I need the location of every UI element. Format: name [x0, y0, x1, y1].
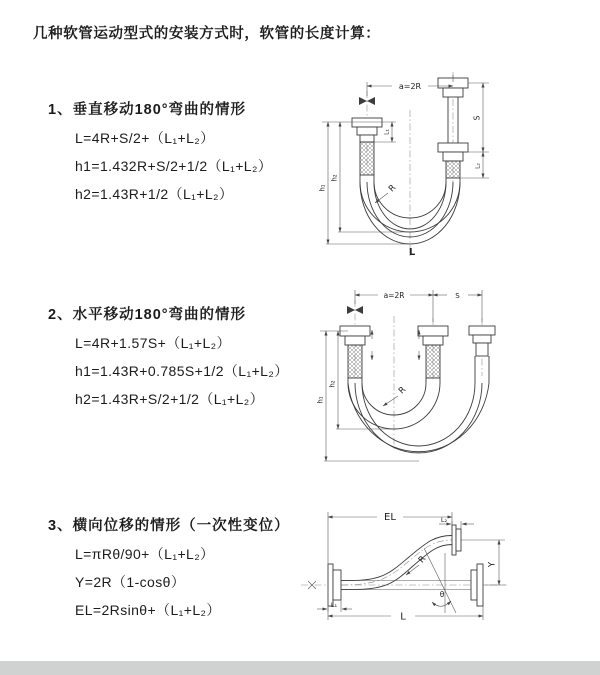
- dim-label-y: Y: [487, 561, 498, 568]
- valve-symbol-icon: [347, 306, 363, 314]
- upper-flange: [452, 525, 461, 555]
- dim-label-l2: L₂: [474, 163, 482, 169]
- formula-line: EL=2Rsinθ+（L₁+L₂）: [75, 602, 221, 618]
- formula-line: Y=2R（1-cosθ）: [75, 574, 186, 590]
- radius-label: R: [386, 182, 399, 195]
- left-end-fitting: [340, 326, 370, 378]
- moved-position-fitting: [469, 326, 495, 356]
- formula-line: h1=1.43R+0.785S+1/2（L₁+L₂）: [75, 363, 289, 379]
- left-end-fitting: [352, 118, 382, 175]
- diagram-lateral-displacement: [293, 498, 600, 645]
- radius-callout: [375, 183, 398, 203]
- dim-label-a2r: a=2R: [398, 82, 422, 91]
- formula-line: L=πRθ/90+（L₁+L₂）: [75, 546, 215, 562]
- section-3-heading: 3、横向位移的情形（一次性变位）: [48, 518, 290, 534]
- formula-line: h2=1.43R+S/2+1/2（L₁+L₂）: [75, 391, 265, 407]
- centerlines: [355, 300, 482, 450]
- diagram-horizontal-180-bend: [308, 278, 600, 466]
- radius-label: R: [396, 384, 409, 397]
- section-2-heading: 2、水平移动180°弯曲的情形: [48, 307, 247, 323]
- section-1-heading: 1、垂直移动180°弯曲的情形: [48, 102, 247, 118]
- section-3: [48, 517, 313, 619]
- dim-label-l1: L₁: [330, 601, 338, 609]
- diagram-vertical-180-bend: [308, 70, 598, 262]
- angle-label-theta: θ: [439, 590, 445, 599]
- dim-label-h2: h₂: [328, 380, 337, 388]
- formula-line: h2=1.43R+1/2（L₁+L₂）: [75, 186, 234, 202]
- formula-line: L=4R+1.57S+（L₁+L₂）: [75, 335, 231, 351]
- dim-label-h1: h₁: [318, 184, 327, 192]
- middle-end-fitting: [418, 326, 448, 378]
- section-2: [48, 306, 313, 408]
- dim-label-a2r: a=2R: [383, 291, 405, 300]
- dimension-l1: [317, 600, 352, 612]
- dim-label-l: L: [400, 611, 406, 623]
- dim-label-s: S: [455, 292, 460, 300]
- dim-label-s: S: [472, 115, 482, 121]
- dimension-l: [328, 606, 483, 623]
- radius-callout: [383, 385, 408, 406]
- dim-label-l2: L₂: [440, 516, 448, 524]
- dimension-s: [433, 292, 482, 300]
- page-bottom-strip: [0, 661, 600, 675]
- hose-s-curve: [341, 536, 452, 590]
- hose-u-bends: [348, 356, 489, 453]
- dimension-a2r: [355, 290, 482, 322]
- fitting-length-ticks: [372, 330, 419, 360]
- dimension-el: [328, 512, 452, 620]
- dim-label-l1: L₁: [383, 129, 391, 135]
- radius-label: R: [416, 554, 429, 566]
- dim-label-h2: h₂: [330, 174, 339, 182]
- valve-symbol-icon: [359, 97, 375, 105]
- left-flange: [328, 564, 341, 606]
- formula-line: L=4R+S/2+（L₁+L₂）: [75, 130, 215, 146]
- section-1: [48, 101, 313, 203]
- dim-label-el: EL: [384, 512, 396, 523]
- formula-line: h1=1.432R+S/2+1/2（L₁+L₂）: [75, 158, 273, 174]
- dim-label-h1: h₁: [316, 396, 325, 404]
- dimension-s-l2: [460, 83, 489, 178]
- dimension-l2: [439, 516, 474, 529]
- page-title: 几种软管运动型式的安装方式时，软管的长度计算：: [33, 26, 381, 42]
- length-label: L: [408, 247, 416, 258]
